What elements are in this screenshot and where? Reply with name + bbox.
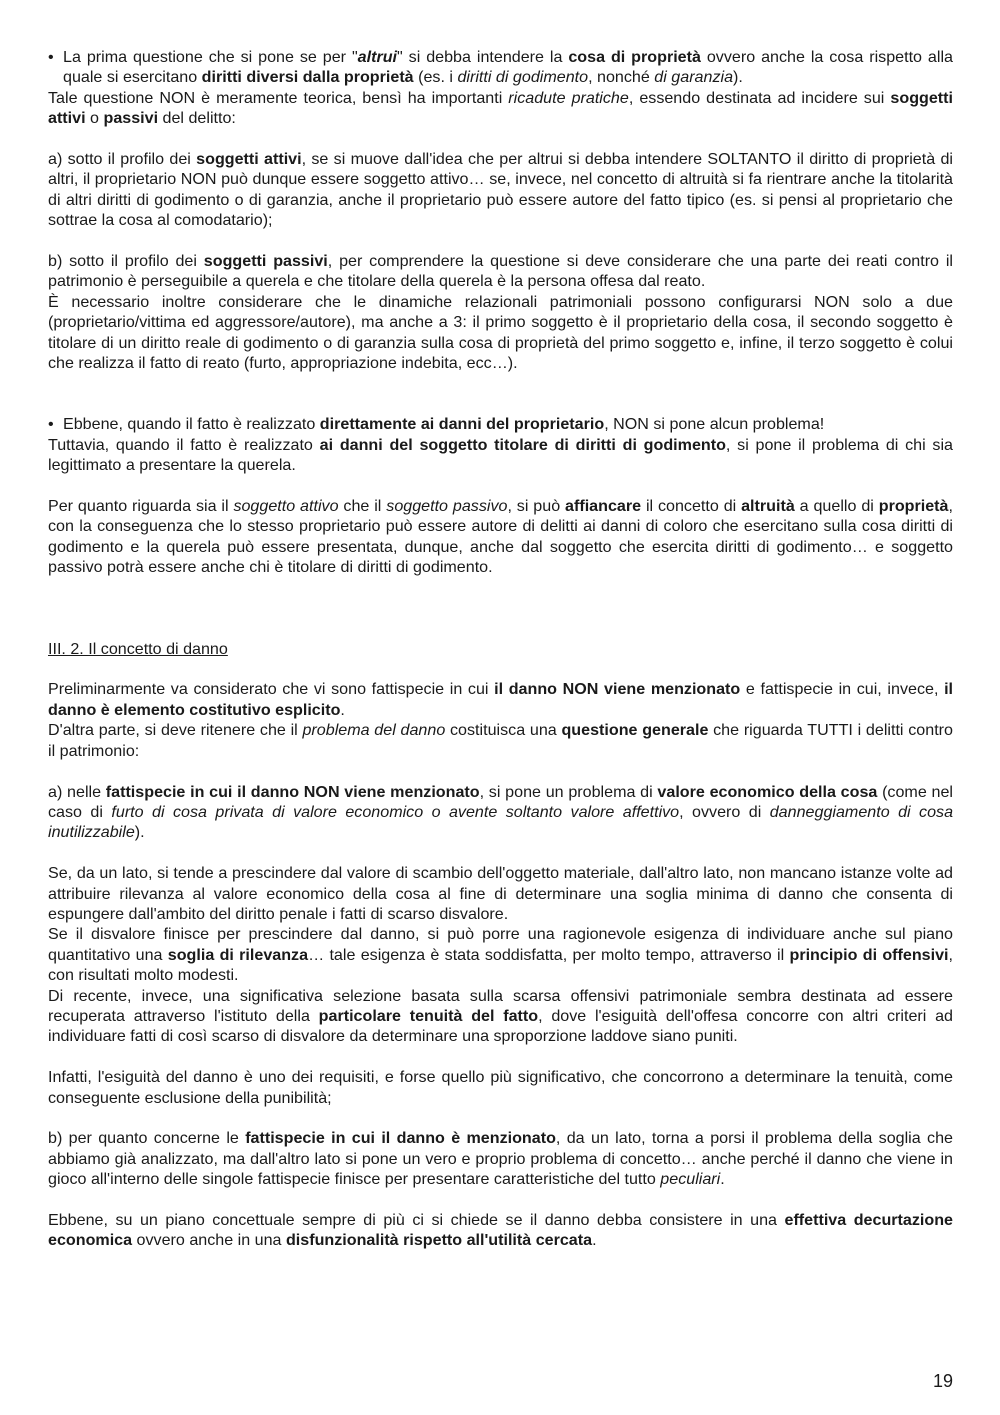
text-run: , NON si pone alcun problema! bbox=[604, 415, 825, 434]
section-heading bbox=[48, 639, 953, 659]
emphasized-text: soggetti attivi bbox=[48, 88, 953, 128]
para-valore-scambio bbox=[48, 863, 953, 924]
paragraph-spacer bbox=[48, 1108, 953, 1128]
emphasized-text: effettiva decurtazione economica bbox=[48, 1210, 953, 1250]
text-run: III. 2. Il concetto di danno bbox=[48, 639, 228, 658]
bullet-marker: • bbox=[48, 48, 54, 66]
text-run: ovvero anche la cosa rispetto alla quale si esercitano bbox=[63, 48, 953, 87]
text-run: a quello di bbox=[794, 496, 879, 515]
text-run: a) sotto il profilo dei bbox=[48, 150, 197, 169]
emphasized-text: altruità bbox=[741, 496, 795, 515]
text-run: Se il disvalore finisce per prescindere dal danno, si può porre una ragionevole esigenza di individuare anche sul piano quantitativo una bbox=[48, 925, 953, 964]
text-run: . bbox=[592, 1231, 597, 1250]
text-run: Preliminarmente va considerato che vi sono fattispecie in cui bbox=[48, 680, 495, 699]
emphasized-text: proprietà bbox=[878, 496, 949, 515]
para-di-recente bbox=[48, 986, 953, 1047]
para-piano-concettuale bbox=[48, 1210, 953, 1251]
emphasized-text: direttamente ai danni del proprietario bbox=[319, 415, 605, 434]
text-run: a) nelle bbox=[48, 782, 106, 801]
text-run: (come nel caso di bbox=[48, 782, 953, 821]
text-run: Tuttavia, quando il fatto è realizzato bbox=[48, 435, 320, 454]
emphasized-text: danneggiamento di cosa inutilizzabile bbox=[48, 802, 954, 842]
text-run: Infatti, l'esiguità del danno è uno dei requisiti, e forse quello più significativo, che concorrono a determinare la tenuità, come conseguente esclusione della punibilità; bbox=[48, 1068, 953, 1107]
page-number: 19 bbox=[932, 1371, 953, 1391]
para-soggetti-passivi bbox=[48, 251, 953, 292]
emphasized-text: valore economico della cosa bbox=[657, 782, 878, 801]
emphasized-text: diritti di godimento bbox=[457, 68, 589, 87]
emphasized-text: altrui bbox=[357, 48, 398, 66]
para-soggetti-attivi bbox=[48, 149, 953, 231]
text-run: , per comprendere la questione si deve considerare che una parte dei reati contro il patrimonio è perseguibile a querela e che titolare della querela è la persona offesa dal reato. bbox=[48, 252, 953, 291]
emphasized-text: particolare tenuità del fatto bbox=[318, 1006, 539, 1025]
emphasized-text: disfunzionalità rispetto all'utilità cercata bbox=[285, 1231, 593, 1250]
text-run: , si pone il problema di chi sia legittimato a presentare la querela. bbox=[48, 435, 953, 475]
text-run: , con risultati molto modesti. bbox=[48, 945, 953, 985]
text-run: che il bbox=[338, 496, 387, 515]
text-run: Per quanto riguarda sia il bbox=[48, 496, 234, 515]
text-run: il concetto di bbox=[641, 496, 742, 515]
text-run: Ebbene, quando il fatto è realizzato bbox=[63, 415, 320, 434]
paragraph-spacer bbox=[48, 843, 953, 863]
emphasized-text: questione generale bbox=[561, 721, 709, 740]
text-run: che riguarda TUTTI i delitti contro il patrimonio: bbox=[48, 721, 953, 760]
emphasized-text: affiancare bbox=[565, 496, 642, 515]
emphasized-text: soggetto passivo bbox=[386, 496, 508, 515]
text-run: Di recente, invece, una significativa selezione basata sulla scarsa offensivi patrimoniale sembra destinata ad essere recuperata attraverso l'istituto della bbox=[48, 986, 953, 1025]
paragraph-spacer bbox=[48, 1047, 953, 1067]
emphasized-text: diritti diversi dalla proprietà bbox=[201, 68, 414, 87]
text-run: , si pone un problema di bbox=[479, 782, 658, 801]
text-run: o bbox=[85, 109, 104, 128]
text-run: Ebbene, su un piano concettuale sempre di più ci si chiede se il danno debba consistere in una bbox=[48, 1210, 785, 1229]
paragraph-spacer bbox=[48, 1190, 953, 1210]
emphasized-text: il danno è elemento costitutivo esplicito bbox=[48, 680, 954, 719]
paragraph-spacer bbox=[48, 578, 953, 639]
emphasized-text: fattispecie in cui il danno NON viene menzionato bbox=[105, 782, 480, 801]
emphasized-text: ai danni del soggetto titolare di diritti di godimento bbox=[319, 435, 726, 454]
text-run: . bbox=[340, 700, 345, 719]
emphasized-text: cosa di proprietà bbox=[568, 48, 701, 66]
text-run: , con la conseguenza che lo stesso proprietario può essere autore di delitti ai danni di coloro che esercitano sulla cosa diritti di godimento e la querela può essere presentata, dunque, anche dal soggetto che esercita diritti di godimento… e soggetto passivo potrà essere anche chi è titolare di diritti di godimento. bbox=[48, 496, 953, 577]
text-run: , ovvero di bbox=[679, 802, 770, 821]
emphasized-text: peculiari bbox=[660, 1170, 721, 1189]
emphasized-text: di garanzia bbox=[654, 68, 734, 87]
text-run: Se, da un lato, si tende a prescindere dal valore di scambio dell'oggetto materiale, dall'altro lato, non mancano istanze volte ad attribuire rilevanza al valore economico della cosa al fine di determinare una soglia minima di danno che consenta di espungere dall'ambito del diritto penale i fatti di scarso disvalore. bbox=[48, 864, 953, 923]
document-page bbox=[48, 47, 953, 1251]
text-run: . bbox=[720, 1170, 725, 1189]
para-danno-menzionato bbox=[48, 1128, 953, 1189]
text-run: , essendo destinata ad incidere sui bbox=[628, 88, 891, 107]
text-run: La prima questione che si pone se per " bbox=[63, 48, 358, 66]
text-run: , da un lato, torna a porsi il problema della soglia che abbiamo già analizzato, ma dall'altro lato si pone un vero e proprio problema di concetto… anche perché il danno che viene in gioco all'interno delle singole fattispecie finisce per presentare caratteristiche del tutto bbox=[48, 1129, 953, 1189]
para-affiancare bbox=[48, 496, 953, 578]
text-run: , si può bbox=[507, 496, 566, 515]
bullet-marker: • bbox=[48, 415, 54, 434]
text-run: ). bbox=[134, 823, 145, 842]
para-altrui-question bbox=[48, 47, 953, 88]
text-run: " si debba intendere la bbox=[397, 48, 569, 66]
para-infatti bbox=[48, 1067, 953, 1108]
para-tuttavia bbox=[48, 435, 953, 476]
text-run: ). bbox=[733, 68, 743, 87]
emphasized-text: ricadute pratiche bbox=[508, 88, 629, 107]
text-run: b) sotto il profilo dei bbox=[48, 252, 204, 271]
emphasized-text: soggetti attivi bbox=[196, 150, 302, 169]
para-ebbene bbox=[48, 414, 953, 434]
para-danno-non-menzionato bbox=[48, 782, 953, 843]
emphasized-text: soggetti passivi bbox=[203, 252, 328, 271]
text-run: È necessario inoltre considerare che le dinamiche relazionali patrimoniali possono configurarsi NON solo a due (proprietario/vittima ed aggressore/autore), ma anche a 3: il primo soggetto è il proprietario della cosa, il secondo soggetto è titolare di un diritto reale di godimento o di garanzia sulla cosa di proprietà del primo soggetto e, infine, il terzo soggetto è colui che realizza il fatto di reato (furto, appropriazione indebita, ecc…). bbox=[48, 292, 953, 373]
text-run: , nonché bbox=[588, 68, 655, 87]
emphasized-text: problema del danno bbox=[302, 721, 446, 740]
text-run: D'altra parte, si deve ritenere che il bbox=[48, 721, 303, 740]
para-disvalore bbox=[48, 924, 953, 985]
text-run: (es. i bbox=[413, 68, 458, 87]
paragraph-spacer bbox=[48, 475, 953, 495]
paragraph-spacer bbox=[48, 761, 953, 781]
text-run: b) per quanto concerne le bbox=[48, 1129, 246, 1148]
para-daltra-parte bbox=[48, 720, 953, 761]
paragraph-spacer bbox=[48, 659, 953, 679]
para-dinamiche bbox=[48, 292, 953, 374]
para-preliminarmente bbox=[48, 679, 953, 720]
emphasized-text: soglia di rilevanza bbox=[167, 945, 309, 964]
text-run: … tale esigenza è stata soddisfatta, per molto tempo, attraverso il bbox=[308, 945, 790, 964]
paragraph-spacer bbox=[48, 373, 953, 414]
para-ricadute bbox=[48, 88, 953, 129]
emphasized-text: principio di offensivi bbox=[789, 945, 949, 964]
text-run: e fattispecie in cui, invece, bbox=[740, 680, 945, 699]
paragraph-spacer bbox=[48, 129, 953, 149]
text-run: Tale questione NON è meramente teorica, bensì ha importanti bbox=[48, 88, 509, 107]
text-run: costituisca una bbox=[445, 721, 562, 740]
emphasized-text: passivi bbox=[103, 109, 159, 128]
text-run: ovvero anche in una bbox=[132, 1231, 286, 1250]
paragraph-spacer bbox=[48, 231, 953, 251]
emphasized-text: furto di cosa privata di valore economico o avente soltanto valore affettivo bbox=[111, 802, 680, 821]
emphasized-text: soggetto attivo bbox=[233, 496, 339, 515]
text-run: , dove l'esiguità dell'offesa concorre con altri criteri ad individuare fatti di così scarso di disvalore da determinare una sproporzione laddove siano puniti. bbox=[48, 1006, 953, 1046]
emphasized-text: fattispecie in cui il danno è menzionato bbox=[245, 1129, 556, 1148]
emphasized-text: il danno NON viene menzionato bbox=[494, 680, 741, 699]
text-run: , se si muove dall'idea che per altrui si debba intendere SOLTANTO il diritto di proprietà di altri, il proprietario NON può dunque essere soggetto attivo… se, invece, nel concetto di altruità si fa rientrare anche la titolarità di altri diritti di godimento o di garanzia, anche il proprietario può essere autore del fatto tipico (es. si pensi al proprietario che sottrae la cosa al comodatario); bbox=[48, 150, 954, 230]
text-run: del delitto: bbox=[158, 109, 236, 128]
